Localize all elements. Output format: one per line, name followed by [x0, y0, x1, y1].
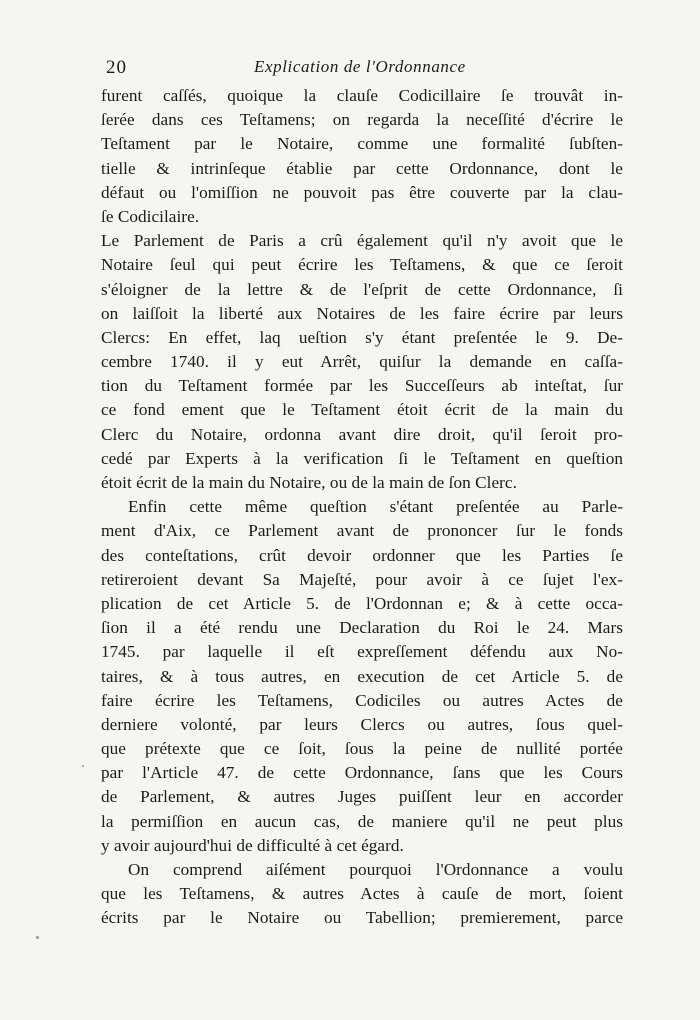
text-line: on laiſſoit la liberté aux Notaires de les faire écrire par leurs: [101, 303, 623, 323]
text-line: ce fond ement que le Teſtament étoit écrit de la main du: [101, 400, 623, 420]
paper-speck: [36, 936, 39, 939]
text-line: Teſtament par le Notaire, comme une formalité ſubſten-: [101, 134, 623, 154]
text-line: par l'Article 47. de cette Ordonnance, ſans que les Cours: [101, 763, 623, 783]
text-line: cedé par Experts à la verification ſi le Teſtament en queſtion: [101, 448, 623, 468]
text-line: étoit écrit de la main du Notaire, ou de la main de ſon Clerc.: [101, 473, 517, 492]
text-line: 1745. par laquelle il eſt expreſſement défendu aux No-: [101, 642, 623, 662]
text-line: On comprend aiſément pourquoi l'Ordonnance a voulu: [128, 860, 623, 879]
text-line: de Parlement, & autres Juges puiſſent leur en accorder: [101, 787, 623, 807]
text-line: que prétexte que ce ſoit, ſous la peine de nullité portée: [101, 739, 623, 759]
text-line: plication de cet Article 5. de l'Ordonnan e; & à cette occa-: [101, 593, 623, 613]
text-line: défaut ou l'omiſſion ne pouvoit pas être couverte par la clau-: [101, 182, 623, 202]
text-line: s'éloigner de la lettre & de l'eſprit de cette Ordonnance, ſi: [101, 279, 623, 299]
text-line: que les Teſtamens, & autres Actes à cauſe de mort, ſoient: [101, 884, 623, 904]
text-line: ment d'Aix, ce Parlement avant de prononcer ſur le fonds: [101, 521, 623, 541]
running-title: Explication de l'Ordonnance: [254, 57, 466, 76]
text-line: écrits par le Notaire ou Tabellion; premierement, parce: [101, 908, 623, 928]
page-number: 20: [106, 57, 127, 78]
text-line: tion du Teſtament formée par les Succeſſeurs ab inteſtat, ſur: [101, 376, 623, 396]
text-line: Clercs: En effet, laq ueſtion s'y étant preſentée le 9. De-: [101, 327, 623, 347]
text-line: Le Parlement de Paris a crû également qu'il n'y avoit que le: [101, 231, 623, 251]
text-line: ſion il a été rendu une Declaration du Roi le 24. Mars: [101, 618, 623, 638]
text-line: derniere volonté, par leurs Clercs ou autres, ſous quel-: [101, 714, 623, 734]
text-line: y avoir aujourd'hui de difficulté à cet égard.: [101, 835, 404, 855]
text-line: taires, & à tous autres, en execution de cet Article 5. de: [101, 666, 623, 686]
text-line: des conteſtations, crût devoir ordonner que les Parties ſe: [101, 545, 623, 565]
text-line: Enfin cette même queſtion s'étant preſentée au Parle-: [128, 497, 623, 517]
text-line: retireroient devant Sa Majeſté, pour avoir à ce ſujet l'ex-: [101, 569, 623, 589]
text-line: cembre 1740. il y eut Arrêt, quiſur la demande en caſſa-: [101, 352, 623, 372]
text-line: Clerc du Notaire, ordonna avant dire droit, qu'il ſeroit pro-: [101, 424, 623, 444]
text-line: ſerée dans ces Teſtamens; on regarda la neceſſité d'écrire le: [101, 110, 623, 130]
page-header: [106, 57, 626, 81]
paper-speck: [82, 765, 84, 767]
text-line: ſe Codicilaire.: [101, 206, 200, 226]
text-line: faire écrire les Teſtamens, Codiciles ou autres Actes de: [101, 690, 623, 710]
text-line: tielle & intrinſeque établie par cette Ordonnance, dont le: [101, 158, 623, 178]
text-line: furent caſſés, quoique la clauſe Codicillaire ſe trouvât in-: [101, 86, 623, 105]
text-line: Notaire ſeul qui peut écrire les Teſtamens, & que ce ſeroit: [101, 255, 623, 275]
text-line: la permiſſion en aucun cas, de maniere qu'il ne peut plus: [101, 811, 623, 831]
body-text: [101, 84, 623, 931]
